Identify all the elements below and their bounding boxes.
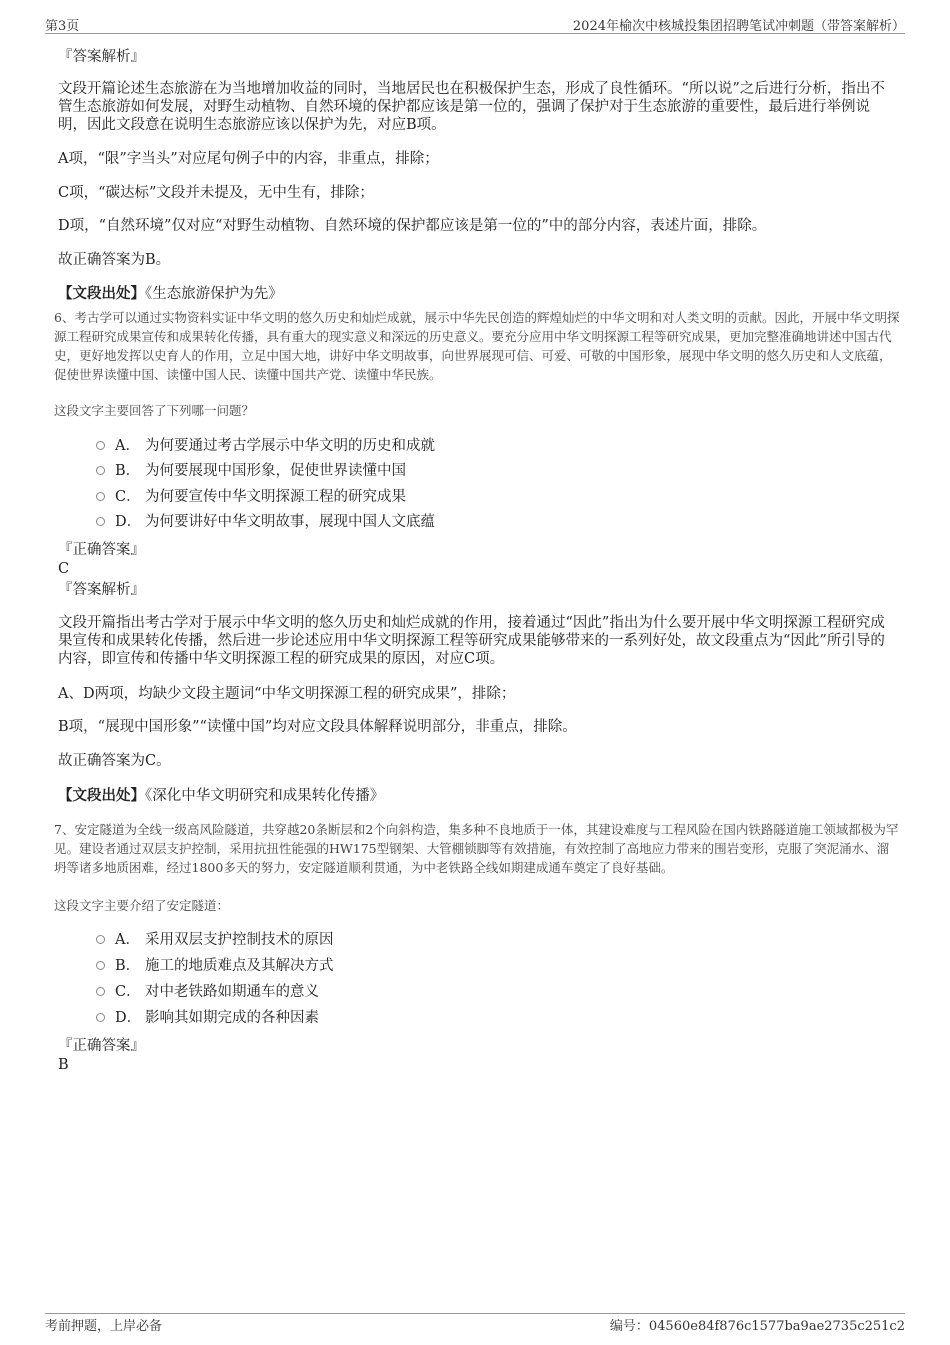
option-letter: D． [115, 1010, 142, 1026]
q6-question-text: 6、考古学可以通过实物资料实证中华文明的悠久历史和灿烂成就，展示中华先民创造的辉煌灿烂的中华文明和对人类文明的贡献。因此，开展中华文明探源工程研究成果宣传和成果转化传播，具有重大的现实意义和深远的历史意义。要充分应用中华文明探源工程等研究成果，更加完整准确地讲述中国古代史，更好地发挥以史育人的作用，立足中国大地，讲好中华文明故事，向世界展现可信、可爱、可敬的中国形象，展现中华文明的悠久历史和人文底蕴，促使世界读懂中国、读懂中国人民、读懂中国共产党、读懂中华民族。 [54, 310, 900, 382]
q6-source [58, 786, 384, 806]
option-text: 影响其如期完成的各种因素 [145, 1010, 319, 1026]
option-letter: D． [115, 514, 142, 530]
radio-button[interactable] [96, 1013, 105, 1022]
radio-button[interactable] [96, 961, 105, 970]
option-letter: C． [115, 489, 141, 505]
page-number: 第3页 [45, 19, 80, 34]
q7-answer-label: 『正确答案』 [58, 1038, 145, 1054]
page-header [45, 14, 905, 34]
source-title: 《生态旅游保护为先》 [145, 286, 283, 302]
source-label: 【文段出处】 [58, 285, 145, 302]
q6-question-ask: 这段文字主要回答了下列哪一问题？ [54, 403, 255, 418]
q6-conclusion: 故正确答案为C。 [58, 753, 171, 769]
q5-source [58, 284, 283, 304]
option-text: 采用双层支护控制技术的原因 [145, 932, 334, 948]
option-letter: B． [115, 463, 141, 479]
footer-slogan: 考前押题，上岸必备 [45, 1319, 163, 1334]
source-title: 《深化中华文明研究和成果转化传播》 [145, 788, 385, 804]
radio-button[interactable] [96, 441, 105, 450]
q6-answer-label: 『正确答案』 [58, 542, 145, 558]
q6-analysis-text: 文段开篇指出考古学对于展示中华文明的悠久历史和灿烂成就的作用，接着通过“因此”指出为什么要开展中华文明探源工程研究成果宣传和成果转化传播，然后进一步论述应用中华文明探源工程等研究成果能够带来的一系列好处，故文段重点为“因此”所引导的内容，即宣传和传播中华文明探源工程的研究成果的原因，对应C项。 [58, 615, 885, 667]
q6-option-b-note: B项，“展现中国形象”“读懂中国”均对应文段具体解释说明部分，非重点，排除。 [58, 719, 577, 735]
option-text: 对中老铁路如期通车的意义 [145, 984, 319, 1000]
q7-question-text: 7、安定隧道为全线一级高风险隧道，共穿越20条断层和2个向斜构造，集多种不良地质于一体，其建设难度与工程风险在国内铁路隧道施工领域都极为罕见。建设者通过双层支护控制，采用抗扭性能强的HW175型钢架、大管棚锁脚等有效措施，有效控制了高地应力带来的围岩变形，克服了突泥涌水、溜坍等诸多地质困难，经过1800多天的努力，安定隧道顺利贯通，为中老铁路全线如期建成通车奠定了良好基础。 [54, 822, 899, 875]
option-text: 为何要展现中国形象，促使世界读懂中国 [145, 463, 406, 479]
radio-button[interactable] [96, 466, 105, 475]
q6-analysis-label: 『答案解析』 [58, 582, 145, 598]
q7-answer: B [58, 1057, 69, 1073]
q6-answer: C [58, 561, 70, 577]
option-letter: A． [115, 932, 140, 948]
q7-question-ask: 这段文字主要介绍了安定隧道： [54, 898, 230, 913]
radio-button[interactable] [96, 935, 105, 944]
document-serial: 编号：04560e84f876c1577ba9ae2735c251c2 [609, 1319, 905, 1334]
option-text: 为何要通过考古学展示中华文明的历史和成就 [145, 438, 435, 454]
q5-analysis-label: 『答案解析』 [58, 49, 145, 65]
q5-analysis-text: 文段开篇论述生态旅游在为当地增加收益的同时，当地居民也在积极保护生态，形成了良性循环。“所以说”之后进行分析，指出不管生态旅游如何发展，对野生动植物、自然环境的保护都应该是第一位的，强调了保护对于生态旅游的重要性，最后进行举例说明，因此文段意在说明生态旅游应该以保护为先，对应B项。 [58, 81, 885, 133]
radio-button[interactable] [96, 987, 105, 996]
option-text: 为何要讲好中华文明故事，展现中国人文底蕴 [145, 514, 435, 530]
option-text: 为何要宣传中华文明探源工程的研究成果 [145, 489, 406, 505]
option-letter: A． [115, 438, 140, 454]
radio-button[interactable] [96, 492, 105, 501]
q5-option-d-note: D项，“自然环境”仅对应“对野生动植物、自然环境的保护都应该是第一位的”中的部分内容，表述片面，排除。 [58, 218, 767, 234]
page-footer [45, 1313, 905, 1334]
q5-option-a-note: A项，“限”字当头”对应尾句例子中的内容，非重点，排除； [58, 151, 439, 167]
q5-conclusion: 故正确答案为B。 [58, 252, 171, 268]
radio-button[interactable] [96, 517, 105, 526]
document-title: 2024年榆次中核城投集团招聘笔试冲刺题（带答案解析） [572, 19, 905, 34]
q5-option-c-note: C项，“碳达标”文段并未提及，无中生有，排除； [58, 185, 374, 201]
option-letter: C． [115, 984, 141, 1000]
q6-option-ad-note: A、D两项，均缺少文段主题词“中华文明探源工程的研究成果”，排除； [58, 686, 516, 702]
option-letter: B． [115, 958, 141, 974]
option-text: 施工的地质难点及其解决方式 [145, 958, 334, 974]
source-label: 【文段出处】 [58, 787, 145, 804]
